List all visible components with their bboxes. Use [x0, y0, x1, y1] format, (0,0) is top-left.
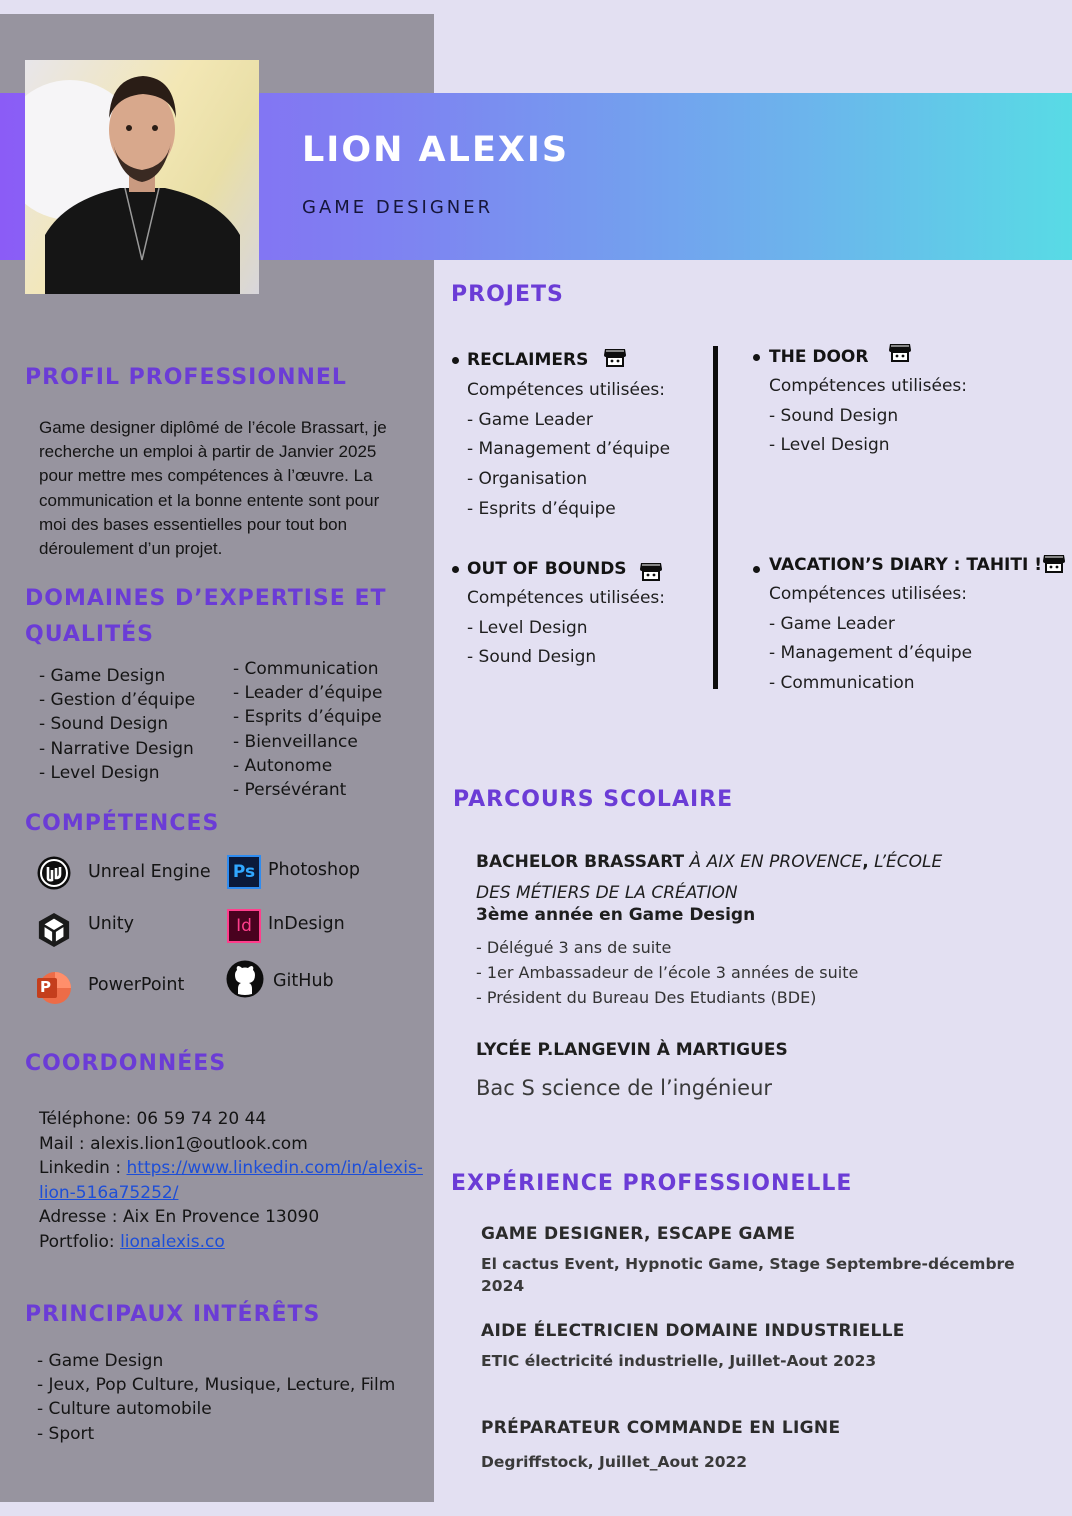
bachelor-comma: , [862, 852, 869, 872]
project-skills [467, 376, 670, 525]
list-item: - Game Design [37, 1351, 164, 1371]
list-item: - Persévérant [233, 780, 347, 801]
list-item: - Esprits d’équipe [467, 498, 616, 519]
list-item: - Leader d’équipe [233, 683, 383, 704]
address-text: Adresse : Aix En Provence 13090 [39, 1207, 320, 1227]
experience-details [481, 1253, 1015, 1297]
bachelor-name: BACHELOR BRASSART [476, 852, 685, 872]
experience-detail-line: ETIC électricité industrielle, Juillet-Aout 2023 [481, 1352, 877, 1370]
list-item: - Autonome [233, 755, 333, 776]
skills-label: Compétences utilisées: [467, 588, 666, 608]
linkedin-row-2 [39, 1181, 423, 1206]
phone-text: Téléphone: 06 59 74 20 44 [39, 1109, 267, 1129]
profile-line: moi des bases essentielles pour tout bon [39, 514, 348, 534]
experience-details [481, 1350, 876, 1372]
lycee-degree: Bac S science de l’ingénieur [476, 1076, 773, 1100]
lycee-title: LYCÉE P.LANGEVIN À MARTIGUES [476, 1040, 788, 1060]
profile-line: pour mettre mes compétences à l’œuvre. La [39, 466, 373, 486]
bullet-dot [452, 566, 459, 573]
expertise-list-1 [39, 664, 195, 785]
list-item: - Jeux, Pop Culture, Musique, Lecture, Film [37, 1375, 396, 1396]
portfolio-link[interactable]: lionalexis.co [120, 1231, 225, 1252]
skill-label: GitHub [273, 971, 334, 991]
unity-icon [37, 913, 71, 947]
list-item: - Bienveillance [233, 731, 358, 752]
list-item: - Game Leader [769, 613, 895, 634]
bachelor-location: À AIX EN PROVENCE [684, 852, 863, 872]
profile-line: Game designer diplômé de l’école Brassart, je [39, 418, 387, 437]
job-title: GAME DESIGNER [302, 197, 494, 218]
projects-divider [713, 346, 718, 689]
expertise-list-2 [233, 657, 382, 802]
skill-label: Unity [88, 914, 134, 934]
list-item: - Sound Design [39, 714, 169, 735]
contact-heading: COORDONNÉES [25, 1051, 227, 1076]
expertise-heading [25, 581, 387, 653]
list-item: - Sound Design [467, 647, 597, 668]
list-item: - Culture automobile [37, 1399, 212, 1420]
interests-heading: PRINCIPAUX INTÉRÊTS [25, 1302, 321, 1327]
profile-text [39, 416, 387, 561]
list-item: - Management d’équipe [467, 439, 671, 460]
project-title: OUT OF BOUNDS [467, 559, 627, 579]
contact-block [39, 1107, 423, 1254]
experience-title: PRÉPARATEUR COMMANDE EN LIGNE [481, 1418, 841, 1438]
list-item: - Level Design [467, 617, 588, 638]
itch-io-icon[interactable] [603, 347, 627, 374]
linkedin-row [39, 1156, 423, 1181]
powerpoint-icon [34, 970, 72, 1006]
list-item: - Sound Design [769, 405, 899, 426]
list-item: - 1er Ambassadeur de l’école 3 années de suite [476, 963, 859, 982]
projects-heading: PROJETS [451, 282, 564, 307]
bachelor-school: L’ÉCOLE [868, 852, 943, 872]
skills-label: Compétences utilisées: [467, 380, 666, 400]
skill-label: InDesign [268, 914, 345, 934]
experience-detail-line: 2024 [481, 1277, 525, 1295]
itch-io-icon[interactable] [1042, 553, 1066, 580]
list-item: - Game Leader [467, 409, 593, 430]
experience-detail-line: El cactus Event, Hypnotic Game, Stage Septembre-décembre [481, 1255, 1015, 1273]
list-item: - Game Design [39, 666, 166, 686]
list-item: - Level Design [769, 435, 890, 456]
list-item: - Level Design [39, 762, 160, 783]
project-skills [769, 580, 972, 699]
skill-label: PowerPoint [88, 975, 185, 995]
experience-heading: EXPÉRIENCE PROFESSIONELLE [451, 1171, 853, 1196]
experience-details [481, 1451, 747, 1473]
linkedin-label: Linkedin : [39, 1158, 127, 1178]
skill-label: Unreal Engine [88, 862, 211, 882]
list-item: - Sport [37, 1423, 95, 1444]
interests-list [37, 1349, 395, 1446]
linkedin-link-continued[interactable]: lion-516a75252/ [39, 1182, 179, 1203]
powerpoint-icon-letter: P [40, 978, 51, 996]
list-item: - Gestion d’équipe [39, 690, 196, 711]
profile-line: déroulement d’un projet. [39, 539, 223, 559]
profile-photo [25, 60, 259, 294]
list-item: - Communication [233, 659, 379, 679]
skills-label: Compétences utilisées: [769, 584, 968, 604]
bachelor-school-line2: DES MÉTIERS DE LA CRÉATION [476, 883, 738, 903]
indesign-icon: Id [227, 909, 261, 943]
bullet-dot [452, 357, 459, 364]
profile-line: recherche un emploi à partir de Janvier 2025 [39, 442, 377, 462]
project-skills [467, 584, 665, 673]
list-item: - Narrative Design [39, 738, 194, 759]
experience-title: AIDE ÉLECTRICIEN DOMAINE INDUSTRIELLE [481, 1321, 905, 1341]
expertise-heading-line: QUALITÉS [25, 622, 154, 647]
profile-heading: PROFIL PROFESSIONNEL [25, 365, 347, 390]
project-title: RECLAIMERS [467, 350, 589, 370]
project-skills [769, 372, 967, 461]
list-item: - Management d’équipe [769, 643, 973, 664]
experience-title: GAME DESIGNER, ESCAPE GAME [481, 1224, 796, 1244]
bachelor-year: 3ème année en Game Design [476, 905, 756, 925]
photoshop-icon: Ps [227, 855, 261, 889]
project-title: VACATION’S DIARY : TAHITI ! [769, 555, 1042, 575]
portfolio-row [39, 1230, 423, 1255]
unreal-engine-icon [37, 856, 71, 890]
list-item: - Président du Bureau Des Etudiants (BDE) [476, 988, 817, 1007]
bullet-dot [753, 566, 760, 573]
list-item: - Communication [769, 673, 915, 694]
itch-io-icon[interactable] [888, 342, 912, 369]
project-title: THE DOOR [769, 347, 869, 367]
list-item: - Délégué 3 ans de suite [476, 938, 672, 957]
skills-label: Compétences utilisées: [769, 376, 968, 396]
profile-line: communication et la bonne entente sont pour [39, 490, 380, 510]
linkedin-link[interactable]: https://www.linkedin.com/in/alexis- [126, 1158, 423, 1178]
mail-text: Mail : alexis.lion1@outlook.com [39, 1133, 308, 1154]
education-heading: PARCOURS SCOLAIRE [453, 787, 734, 812]
bullet-dot [753, 354, 760, 361]
portfolio-label: Portfolio: [39, 1231, 121, 1252]
bachelor-title [476, 847, 942, 908]
list-item: - Organisation [467, 469, 588, 490]
candidate-name: LION ALEXIS [302, 130, 570, 170]
skill-label: Photoshop [268, 860, 360, 880]
github-icon [226, 960, 264, 998]
expertise-heading-line: DOMAINES D’EXPERTISE ET [25, 586, 387, 611]
experience-detail-line: Degriffstock, Juillet_Aout 2022 [481, 1453, 748, 1471]
skills-heading: COMPÉTENCES [25, 811, 220, 836]
bachelor-points [476, 935, 858, 1010]
list-item: - Esprits d’équipe [233, 707, 382, 728]
